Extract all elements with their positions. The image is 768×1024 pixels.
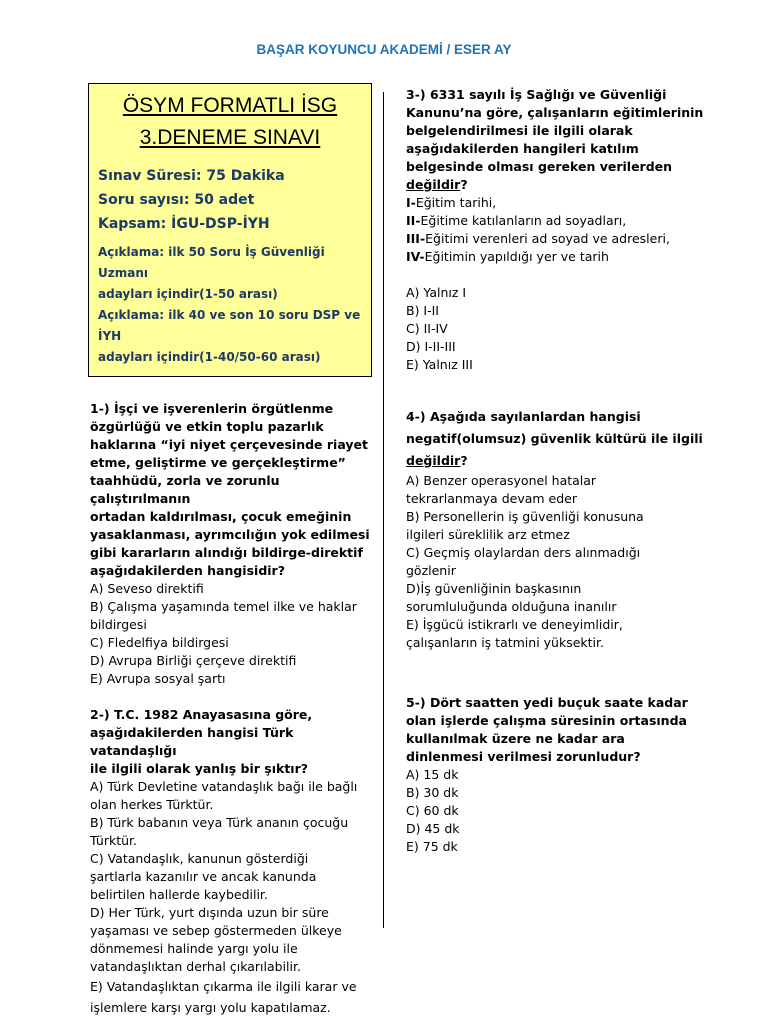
answer-option-e[interactable]: E) Avrupa sosyal şartı bbox=[90, 671, 226, 686]
exam-note2-line1: Açıklama: ilk 40 ve son 10 soru DSP ve İYH bbox=[98, 308, 361, 343]
left-column bbox=[90, 83, 370, 1018]
answer-option-b[interactable]: B) Türk babanın veya Türk ananın çocuğu Türktür. bbox=[90, 815, 349, 848]
answer-option-c[interactable]: C) II-IV bbox=[406, 321, 448, 336]
question-2 bbox=[90, 706, 370, 1018]
answer-option-c[interactable]: C) Vatandaşlık, kanunun gösterdiği şartlarla kazanılır ve ancak kanunda belirtilen hallerde kaybedilir. bbox=[90, 851, 317, 902]
answer-option-b[interactable]: B) I-II bbox=[406, 303, 439, 318]
roman-item-1: I-Eğitim tarihi, bbox=[406, 195, 497, 210]
question-text-line: aşağıdakilerden hangileri katılım bbox=[406, 141, 639, 156]
answer-option-c[interactable]: C) Geçmiş olaylardan ders alınmadığı gözlenir bbox=[406, 545, 641, 578]
negation-word: değildir bbox=[406, 453, 461, 468]
negation-word: değildir bbox=[406, 177, 461, 192]
roman-item-3: III-Eğitimi verenleri ad soyad ve adresleri, bbox=[406, 231, 670, 246]
question-text-line: değildir? bbox=[406, 177, 468, 192]
answer-option-d[interactable]: D) I-II-III bbox=[406, 339, 456, 354]
answer-option-b[interactable]: B) 30 dk bbox=[406, 785, 459, 800]
question-text-line: haklarına “iyi niyet çerçevesinde riayet bbox=[90, 437, 368, 452]
question-text-line: negatif(olumsuz) güvenlik kültürü ile ilgili bbox=[406, 431, 703, 446]
answer-option-d[interactable]: D) Avrupa Birliği çerçeve direktifi bbox=[90, 653, 297, 668]
question-1 bbox=[90, 400, 370, 688]
question-4-text bbox=[406, 406, 706, 472]
question-text-line: 3-) 6331 sayılı İş Sağlığı ve Güvenliği bbox=[406, 87, 667, 102]
page-header: BAŞAR KOYUNCU AKADEMİ / ESER AY bbox=[256, 42, 512, 57]
question-text-line: belgelendirilmesi ile ilgili olarak bbox=[406, 123, 633, 138]
answer-option-a[interactable]: A) Türk Devletine vatandaşlık bağı ile bağlı olan herkes Türktür. bbox=[90, 779, 358, 812]
answer-option-a[interactable]: A) Yalnız I bbox=[406, 285, 467, 300]
question-text-line: Kanunu’na göre, çalışanların eğitimlerinin bbox=[406, 105, 704, 120]
question-text-line: 1-) İşçi ve işverenlerin örgütlenme bbox=[90, 401, 334, 416]
exam-scope: Kapsam: İGU-DSP-İYH bbox=[98, 216, 270, 232]
answer-option-d[interactable]: D) 45 dk bbox=[406, 821, 460, 836]
exam-duration: Sınav Süresi: 75 Dakika bbox=[98, 168, 285, 184]
question-text-line: 4-) Aşağıda sayılanlardan hangisi bbox=[406, 409, 641, 424]
question-text-line: kullanılmak üzere ne kadar ara bbox=[406, 731, 625, 746]
answer-option-b[interactable]: B) Çalışma yaşamında temel ilke ve haklar bildirgesi bbox=[90, 599, 357, 632]
question-text-line: aşağıdakilerden hangisidir? bbox=[90, 563, 285, 578]
answer-option-d[interactable]: D)İş güvenliğinin başkasının sorumluluğunda olduğuna inanılır bbox=[406, 581, 617, 614]
answer-option-c[interactable]: C) 60 dk bbox=[406, 803, 459, 818]
question-text-line: 2-) T.C. 1982 Anayasasına göre, bbox=[90, 707, 313, 722]
answer-option-b[interactable]: B) Personellerin iş güvenliği konusuna ilgileri süreklilik arz etmez bbox=[406, 509, 644, 542]
exam-question-count: Soru sayısı: 50 adet bbox=[98, 192, 255, 208]
answer-option-e[interactable]: E) İşgücü istikrarlı ve deneyimlidir, çalışanların iş tatmini yüksektir. bbox=[406, 617, 623, 650]
column-divider bbox=[383, 92, 384, 928]
roman-item-2: II-Eğitime katılanların ad soyadları, bbox=[406, 213, 627, 228]
question-5 bbox=[406, 694, 706, 856]
question-1-text bbox=[90, 400, 370, 580]
question-text-line: olan işlerde çalışma süresinin ortasında bbox=[406, 713, 687, 728]
question-text-line: gibi kararların alındığı bildirge-direktif bbox=[90, 545, 363, 560]
question-text-line: değildir? bbox=[406, 453, 468, 468]
question-text-line: aşağıdakilerden hangisi Türk vatandaşlığı bbox=[90, 725, 294, 758]
answer-option-c[interactable]: C) Fledelfiya bildirgesi bbox=[90, 635, 229, 650]
answer-option-e[interactable]: E) Yalnız III bbox=[406, 357, 473, 372]
answer-option-e[interactable]: E) 75 dk bbox=[406, 839, 458, 854]
question-text-line: belgesinde olması gereken verilerden bbox=[406, 159, 673, 174]
question-text-line: ile ilgili olarak yanlış bir şıktır? bbox=[90, 761, 308, 776]
question-5-text bbox=[406, 694, 706, 766]
exam-note2-line2: adayları içindir(1-40/50-60 arası) bbox=[98, 350, 321, 364]
exam-note1-line1: Açıklama: ilk 50 Soru İş Güvenliği Uzmanı bbox=[98, 245, 325, 280]
question-text-line: özgürlüğü ve etkin toplu pazarlık bbox=[90, 419, 324, 434]
question-text-line: 5-) Dört saatten yedi buçuk saate kadar bbox=[406, 695, 688, 710]
answer-option-e[interactable]: E) Vatandaşlıktan çıkarma ile ilgili karar ve işlemlere karşı yargı yolu kapatılamaz. bbox=[90, 979, 357, 1015]
question-text-line: taahhüdü, zorla ve zorunlu çalıştırılmanın bbox=[90, 473, 280, 506]
exam-title-line2: 3.DENEME SINAVI bbox=[139, 126, 321, 149]
question-text-line: etme, geliştirme ve gerçekleştirme” bbox=[90, 455, 346, 470]
right-column bbox=[406, 86, 706, 856]
answer-option-a[interactable]: A) 15 dk bbox=[406, 767, 459, 782]
question-text-line: ortadan kaldırılması, çocuk emeğinin bbox=[90, 509, 352, 524]
question-text-line: dinlenmesi verilmesi zorunludur? bbox=[406, 749, 641, 764]
question-4 bbox=[406, 406, 706, 652]
exam-title-line1: ÖSYM FORMATLI İSG bbox=[122, 94, 338, 117]
question-text-line: yasaklanması, ayrımcılığın yok edilmesi bbox=[90, 527, 370, 542]
answer-option-a[interactable]: A) Seveso direktifi bbox=[90, 581, 204, 596]
exam-info-box bbox=[88, 83, 372, 377]
answer-option-a[interactable]: A) Benzer operasyonel hatalar tekrarlanmaya devam eder bbox=[406, 473, 597, 506]
question-3-text bbox=[406, 86, 706, 194]
question-3 bbox=[406, 86, 706, 374]
question-2-text bbox=[90, 706, 370, 778]
roman-item-4: IV-Eğitimin yapıldığı yer ve tarih bbox=[406, 249, 609, 264]
exam-note1-line2: adayları içindir(1-50 arası) bbox=[98, 287, 278, 301]
answer-option-d[interactable]: D) Her Türk, yurt dışında uzun bir süre yaşaması ve sebep göstermeden ülkeye dönmemesi halinde yargı yolu ile vatandaşlıktan derhal çıkarılabilir. bbox=[90, 905, 342, 974]
